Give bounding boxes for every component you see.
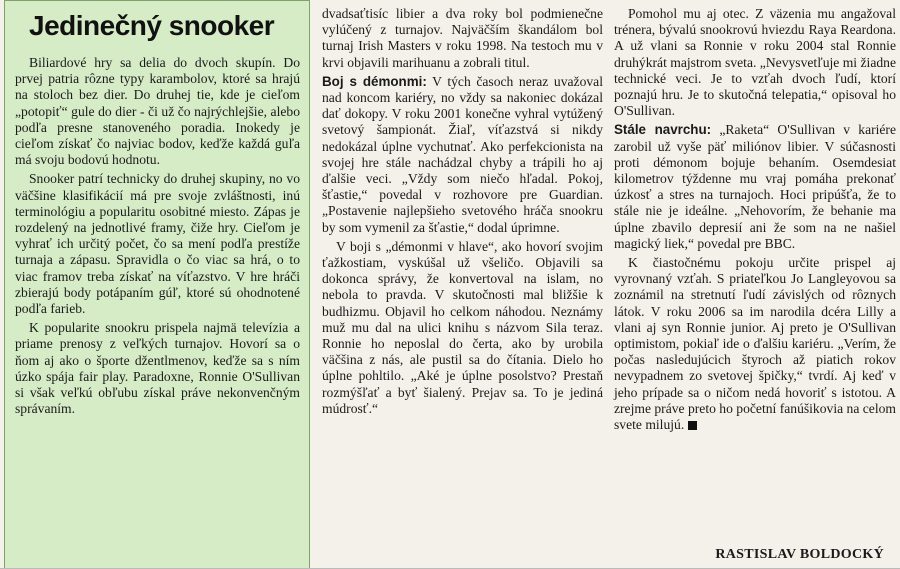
right-paragraph-2-text: „Raketa“ O'Sullivan v kariére zarobil už vyše päť miliónov libier. V súčasnosti proti démonom bojuje behaním. Osemdesiat kilometrov týždenne mu vraj pomáha prekonať úzkosť a stres na turnajoch. Hoci pripúšťa, že to stále nie je ideálne. „Nehovorím, že behanie ma úplne zbavilo depresií ani že som na ne našiel magický liek,“ povedal pre BBC. bbox=[614, 122, 896, 251]
left-column-boxed bbox=[4, 0, 310, 569]
middle-paragraph-3: V boji s „démonmi v hlave“, ako hovorí svojim ťažkostiam, vyskúšal už všeličo. Objavili sa dokonca správy, že konvertoval na islam, no nebola to pravda. V skutočnosti mal bližšie k budhizmu. Objavil ho celkom náhodou. Neznámy muž mu dal na ulici knihu s názvom Sila teraz. Ronnie ho neposlal do čerta, ako by urobila väčšina z nás, ale pustil sa do čítania. Dielo ho úplne pohltilo. „Aké je úplne posolstvo? Prestaň rozmýšľať a byť šialený. Prejav sa. To je jediná múdrosť.“ bbox=[322, 238, 603, 416]
author-byline: RASTISLAV BOLDOCKÝ bbox=[715, 547, 884, 562]
middle-column bbox=[322, 0, 603, 569]
right-paragraph-3 bbox=[614, 255, 896, 433]
subheading-boj-s-demonmi: Boj s démonmi: bbox=[322, 73, 427, 89]
right-paragraph-1: Pomohol mu aj otec. Z väzenia mu angažoval trénera, bývalú snookrovú hviezdu Raya Reardona. A už vlani sa Ronnie v roku 2004 stal Ronnie druhýkrát majstrom sveta. „Nevysvetľuje mi žiadne technické veci. Je to vzťah dvoch ľudí, ktorí poznajú hru. Je to skutočná telepatia,“ opisoval ho O'Sullivan. bbox=[614, 6, 896, 119]
right-paragraph-2 bbox=[614, 122, 896, 252]
right-paragraph-3-text: K čiastočnému pokoju určite prispel aj vyrovnaný vzťah. S priateľkou Jo Langleyovou sa zoznámil na stretnutí ľudí závislých od rôznych látok. V roku 2006 sa im narodila dcéra Lilly a vlani aj syn Ronnie junior. Aj preto je O'Sullivan optimistom, pokiaľ ide o ďalšiu kariéru. „Verím, že počas nasledujúcich štyroch až piatich rokov nevypadnem zo svetovej špičky,“ tvrdí. Aj keď v jeho prípade sa o ničom nedá hovoriť s istotou. A zrejme práve preto ho početní fanúšikovia na celom svete milujú. bbox=[614, 255, 896, 433]
end-of-article-square-icon bbox=[688, 421, 697, 430]
left-paragraph-3: K popularite snookru prispela najmä televízia a priame prenosy z veľkých turnajov. Hovorí sa o ňom aj ako o športe džentlmenov, keďže sa s ním úzko spája fair play. Paradoxne, Ronnie O'Sullivan si však veľkú obľubu získal práve nekonvenčným správaním. bbox=[15, 320, 300, 417]
subheading-stale-navrchu: Stále navrchu: bbox=[614, 122, 712, 138]
middle-paragraph-2-text: V tých časoch neraz uvažoval nad koncom kariéry, no vždy sa nakoniec dokázal dať dokopy. V roku 2001 konečne vyhral vytúžený svetový šampionát. Žiaľ, víťazstvá si nikdy nedokázal úplne vychutnať. Ako perfekcionista na svojej hre stále nachádzal chyby a trápili ho aj ďalšie veci. „Vždy som niečo hľadal. Pokoj, šťastie,“ povedal v rozhovore pre Guardian. „Postavenie najlepšieho svetového hráča snookru by som vymenil za šťastie,“ dodal úprimne. bbox=[322, 73, 603, 235]
right-column bbox=[614, 0, 896, 569]
middle-paragraph-1: dvadsaťtisíc libier a dva roky bol podmienečne vylúčený z turnajov. Najväčším škandálom bol turnaj Irish Masters v roku 1998. Na testoch mu v krvi objavili marihuanu a zobrali titul. bbox=[322, 6, 603, 70]
left-paragraph-1: Biliardové hry sa delia do dvoch skupín. Do prvej patria rôzne typy karambolov, ktoré sa hrajú na stoloch bez dier. Do druhej tie, kde je cieľom „potopiť“ gule do dier - či už čo najrýchlejšie, alebo podľa presne stanoveného poradia. Inokedy je cieľom získať čo najviac bodov, keďže každá guľa má svoju bodovú hodnotu. bbox=[15, 55, 300, 168]
middle-paragraph-2 bbox=[322, 74, 603, 236]
left-paragraph-2: Snooker patrí technicky do druhej skupiny, no vo väčšine klasifikácií má pre svoje zvláštnosti, inú terminológiu a popularitu osobitné miesto. Zápas je rozdelený na jednotlivé framy, čiže hry. Cieľom je vyhrať ich určitý počet, čo sa mení podľa prestíže turnaja a zápasu. Spravidla o čo viac sa hrá, o to viac framov treba získať na víťazstvo. V hre hráči zbierajú body potápaním gúľ, ktoré sú ohodnotené podľa farieb. bbox=[15, 171, 300, 317]
article-title: Jedinečný snooker bbox=[29, 10, 275, 41]
